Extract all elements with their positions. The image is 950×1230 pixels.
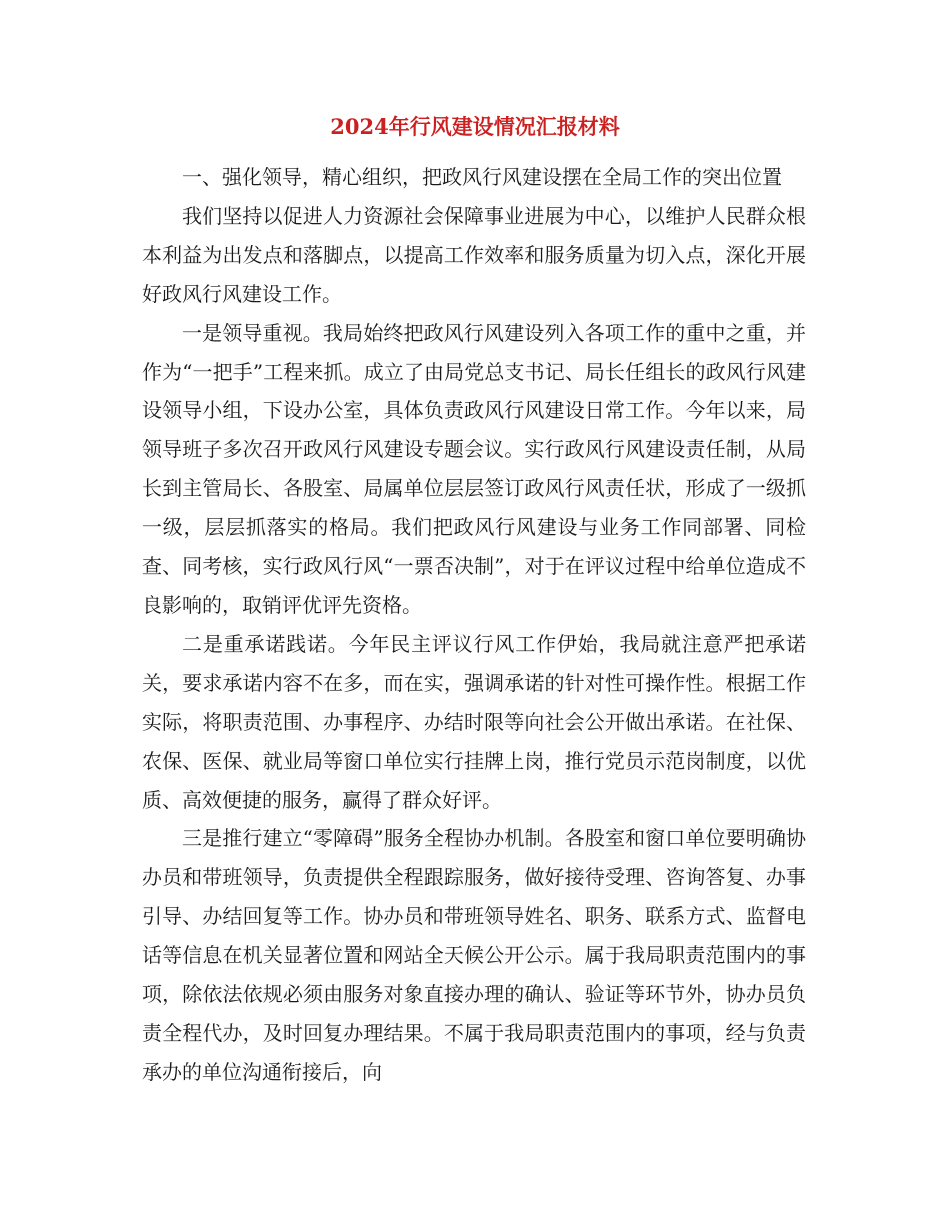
paragraph-intro: 我们坚持以促进人力资源社会保障事业进展为中心，以维护人民群众根本利益为出发点和落脚点，以提高工作效率和服务质量为切入点，深化开展好政风行风建设工作。 — [142, 203, 806, 306]
paragraph-leadership: 一是领导重视。我局始终把政风行风建设列入各项工作的重中之重，并作为“一把手”工程来抓。成立了由局党总支书记、局长任组长的政风行风建设领导小组，下设办公室，具体负责政风行风建设日常工作。今年以来，局领导班子多次召开政风行风建设专题会议。实行政风行风建设责任制，从局长到主管局长、各股室、局属单位层层签订政风行风责任状，形成了一级抓一级，层层抓落实的格局。我们把政风行风建设与业务工作同部署、同检查、同考核，实行政风行风“一票否决制”，对于在评议过程中给单位造成不良影响的，取销评优评先资格。 — [142, 320, 806, 617]
document-title: 2024年行风建设情况汇报材料 — [330, 114, 620, 139]
paragraph-service-mechanism: 三是推行建立“零障碍”服务全程协办机制。各股室和窗口单位要明确协办员和带班领导，负责提供全程跟踪服务，做好接待受理、咨询答复、办事引导、办结回复等工作。协办员和带班领导姓名、职务、联系方式、监督电话等信息在机关显著位置和网站全天候公开公示。属于我局职责范围内的事项，除依法依规必须由服务对象直接办理的确认、验证等环节外，协办员负责全程代办，及时回复办理结果。不属于我局职责范围内的事项，经与负责承办的单位沟通衔接后，向 — [142, 826, 806, 1084]
document-body — [142, 158, 806, 1092]
section-heading: 一、强化领导，精心组织，把政风行风建设摆在全局工作的突出位置 — [182, 165, 782, 189]
paragraph-commitment: 二是重承诺践诺。今年民主评议行风工作伊始，我局就注意严把承诺关，要求承诺内容不在多，而在实，强调承诺的针对性可操作性。根据工作实际，将职责范围、办事程序、办结时限等向社会公开做出承诺。在社保、农保、医保、就业局等窗口单位实行挂牌上岗，推行党员示范岗制度，以优质、高效便捷的服务，赢得了群众好评。 — [142, 631, 806, 812]
